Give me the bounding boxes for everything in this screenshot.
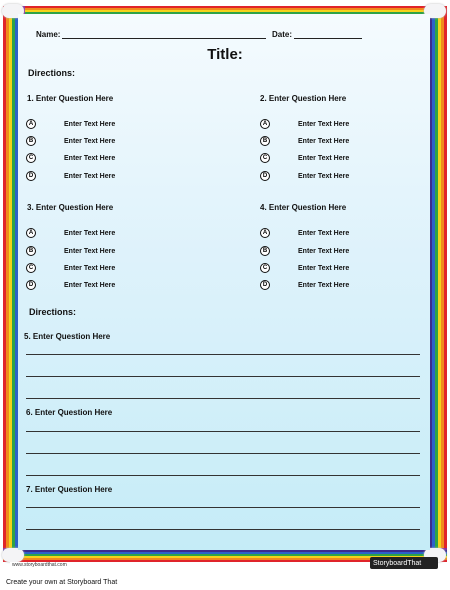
answer-option[interactable]	[260, 135, 350, 147]
option-bubble[interactable]: D	[260, 171, 270, 181]
option-bubble[interactable]: D	[26, 171, 36, 181]
answer-line[interactable]	[26, 453, 420, 454]
answer-option[interactable]	[260, 227, 350, 239]
option-bubble[interactable]: A	[260, 228, 270, 238]
watermark-url: www.storyboardthat.com	[12, 562, 67, 568]
question-label: 6. Enter Question Here	[26, 408, 113, 417]
name-field-line[interactable]	[62, 38, 266, 39]
option-text: Enter Text Here	[64, 247, 116, 255]
answer-option[interactable]	[26, 262, 116, 274]
option-text: Enter Text Here	[298, 264, 350, 272]
storyboardthat-logo	[370, 557, 438, 569]
option-bubble[interactable]: A	[260, 119, 270, 129]
option-bubble[interactable]: C	[26, 153, 36, 163]
option-bubble[interactable]: D	[26, 280, 36, 290]
answer-option[interactable]	[26, 227, 116, 239]
option-text: Enter Text Here	[64, 281, 116, 289]
answer-line[interactable]	[26, 507, 420, 508]
option-text: Enter Text Here	[298, 229, 350, 237]
answer-option[interactable]	[26, 245, 116, 257]
option-bubble[interactable]: D	[260, 280, 270, 290]
directions-label: Directions:	[28, 68, 76, 78]
option-text: Enter Text Here	[64, 137, 116, 145]
option-text: Enter Text Here	[64, 229, 116, 237]
directions-label: Directions:	[29, 307, 77, 317]
option-bubble[interactable]: C	[26, 263, 36, 273]
option-text: Enter Text Here	[64, 154, 116, 162]
answer-line[interactable]	[26, 354, 420, 355]
option-text: Enter Text Here	[298, 281, 350, 289]
option-bubble[interactable]: C	[260, 263, 270, 273]
answer-option[interactable]	[260, 152, 350, 164]
option-bubble[interactable]: C	[260, 153, 270, 163]
date-label: Date:	[272, 30, 293, 39]
answer-line[interactable]	[26, 529, 420, 530]
answer-option[interactable]	[26, 135, 116, 147]
option-text: Enter Text Here	[298, 247, 350, 255]
option-text: Enter Text Here	[64, 264, 116, 272]
cloud-icon	[2, 548, 24, 562]
question-label: 3. Enter Question Here	[27, 203, 114, 212]
question-label: 4. Enter Question Here	[260, 203, 347, 212]
option-bubble[interactable]: A	[26, 119, 36, 129]
option-text: Enter Text Here	[64, 120, 116, 128]
question-label: 5. Enter Question Here	[24, 332, 111, 341]
question-label: 7. Enter Question Here	[26, 485, 113, 494]
option-text: Enter Text Here	[298, 137, 350, 145]
answer-option[interactable]	[26, 170, 116, 182]
date-field-line[interactable]	[294, 38, 362, 39]
option-text: Enter Text Here	[298, 154, 350, 162]
answer-option[interactable]	[260, 279, 350, 291]
answer-line[interactable]	[26, 475, 420, 476]
answer-option[interactable]	[260, 262, 350, 274]
answer-option[interactable]	[260, 118, 350, 130]
option-bubble[interactable]: A	[26, 228, 36, 238]
option-bubble[interactable]: B	[260, 246, 270, 256]
question-label: 2. Enter Question Here	[260, 94, 347, 103]
option-text: Enter Text Here	[64, 172, 116, 180]
answer-option[interactable]	[26, 152, 116, 164]
logo-text: StoryboardThat	[373, 559, 422, 567]
option-text: Enter Text Here	[298, 120, 350, 128]
answer-option[interactable]	[260, 170, 350, 182]
option-bubble[interactable]: B	[26, 136, 36, 146]
option-bubble[interactable]: B	[260, 136, 270, 146]
option-bubble[interactable]: B	[26, 246, 36, 256]
answer-option[interactable]	[26, 279, 116, 291]
page-title: Title:	[207, 46, 243, 63]
answer-line[interactable]	[26, 398, 420, 399]
answer-line[interactable]	[26, 431, 420, 432]
option-text: Enter Text Here	[298, 172, 350, 180]
footer-text: Create your own at Storyboard That	[6, 579, 118, 586]
answer-option[interactable]	[260, 245, 350, 257]
answer-option[interactable]	[26, 118, 116, 130]
question-label: 1. Enter Question Here	[27, 94, 114, 103]
name-label: Name:	[36, 30, 61, 39]
answer-line[interactable]	[26, 376, 420, 377]
